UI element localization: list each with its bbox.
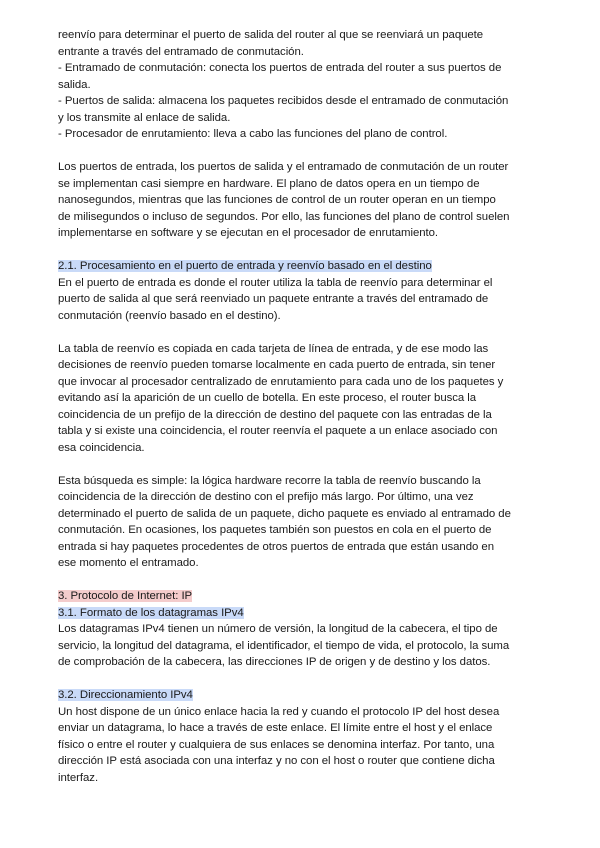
heading-2-1: [58, 258, 544, 275]
paragraph-hardware-implementation: [58, 159, 544, 242]
text-line: ese momento el entramado.: [58, 557, 199, 569]
text-line: entrante a través del entramado de conmutación.: [58, 45, 304, 58]
text-line: se implementan casi siempre en hardware. El plano de datos opera en un tiempo de: [58, 177, 480, 190]
text-line: determinado el puerto de salida de un paquete, dicho paquete es enviado al entramado de: [58, 507, 511, 520]
text-line: coincidencia de la dirección de destino con el prefijo más largo. Por último, una vez: [58, 491, 474, 503]
text-line: La tabla de reenvío es copiada en cada tarjeta de línea de entrada, y de ese modo las: [58, 342, 489, 355]
heading-3-1: [58, 605, 544, 622]
text-line: coincidencia de un prefijo de la dirección de destino del paquete con las entradas de la: [58, 408, 492, 421]
paragraph-gap: [58, 143, 544, 160]
paragraph-lookup: [58, 473, 544, 572]
text-line: de milisegundos o incluso de segundos. Por ello, las funciones del plano de control suelen: [58, 210, 510, 223]
text-line: entrada si hay paquetes procedentes de otros puertos de entrada que están usando en: [58, 540, 494, 553]
heading-3-text: 3. Protocolo de Internet: IP: [58, 590, 193, 602]
text-line: - Procesador de enrutamiento: lleva a cabo las funciones del plano de control.: [58, 128, 448, 140]
text-line: dirección IP está asociada con una interfaz y no con el host o router que contiene dicha: [58, 755, 495, 767]
text-line: reenvío para determinar el puerto de salida del router al que se reenviará un paquete: [58, 29, 484, 41]
heading-3-1-text: 3.1. Formato de los datagramas IPv4: [58, 606, 244, 619]
text-line: esa coincidencia.: [58, 441, 145, 454]
text-line: Esta búsqueda es simple: la lógica hardware recorre la tabla de reenvío buscando la: [58, 474, 481, 487]
text-line: implementarse en software y se ejecutan en el procesador de enrutamiento.: [58, 227, 439, 239]
text-line: que invocar al procesador centralizado de enrutamiento para cada uno de los paquetes y: [58, 375, 504, 388]
heading-3-2: [58, 687, 544, 704]
text-line: Un host dispone de un único enlace hacia la red y cuando el protocolo IP del host desea: [58, 705, 500, 718]
text-line: - Entramado de conmutación: conecta los puertos de entrada del router a sus puertos de: [58, 62, 502, 74]
paragraph-gap: [58, 456, 544, 473]
text-line: puerto de salida al que será reenviado un paquete entrante a través del entramado de: [58, 293, 489, 305]
text-line: y los transmite al enlace de salida.: [58, 111, 231, 124]
heading-3: [58, 588, 544, 605]
paragraph-gap: [58, 242, 544, 259]
paragraph-ipv4-format: [58, 621, 544, 671]
heading-3-2-text: 3.2. Direccionamiento IPv4: [58, 689, 193, 701]
text-line: - Puertos de salida: almacena los paquetes recibidos desde el entramado de conmutación: [58, 95, 509, 107]
text-line: enviar un datagrama, lo hace a través de este enlace. El límite entre el host y el enlace: [58, 722, 493, 734]
text-line: físico o entre el router y cualquiera de sus enlaces se denomina interfaz. Por tanto, una: [58, 738, 495, 751]
text-line: decisiones de reenvío pueden tomarse localmente en cada puerto de entrada, sin tener: [58, 359, 496, 371]
text-line: conmutación. En ocasiones, los paquetes también son puestos en cola en el puerto de: [58, 524, 492, 536]
text-line: evitando así la aparición de un cuello de botella. En este proceso, el router busca la: [58, 392, 477, 404]
text-line: Los datagramas IPv4 tienen un número de versión, la longitud de la cabecera, el tipo de: [58, 623, 498, 635]
text-line: conmutación (reenvío basado en el destino).: [58, 309, 281, 322]
paragraph-gap: [58, 671, 544, 688]
text-line: servicio, la longitud del datagrama, el identificador, el tiempo de vida, el protocolo, la suma: [58, 639, 510, 652]
text-line: de comprobación de la cabecera, las direcciones IP de origen y de destino y los datos.: [58, 656, 491, 668]
text-line: salida.: [58, 78, 91, 91]
paragraph-gap: [58, 324, 544, 341]
text-line: En el puerto de entrada es donde el router utiliza la tabla de reenvío para determinar el: [58, 276, 493, 289]
text-line: nanosegundos, mientras que las funciones de control de un router operan en un tiempo: [58, 194, 496, 206]
paragraph-ipv4-addressing: [58, 704, 544, 787]
paragraph-forwarding-table: [58, 341, 544, 457]
text-line: tabla y si existe una coincidencia, el router reenvía el paquete a un enlace asociado con: [58, 425, 498, 437]
paragraph-router-components: [58, 27, 544, 143]
paragraph-gap: [58, 572, 544, 589]
text-line: Los puertos de entrada, los puertos de salida y el entramado de conmutación de un router: [58, 161, 509, 173]
paragraph-input-port: [58, 275, 544, 325]
text-line: interfaz.: [58, 771, 99, 784]
heading-2-1-text: 2.1. Procesamiento en el puerto de entrada y reenvío basado en el destino: [58, 260, 432, 272]
